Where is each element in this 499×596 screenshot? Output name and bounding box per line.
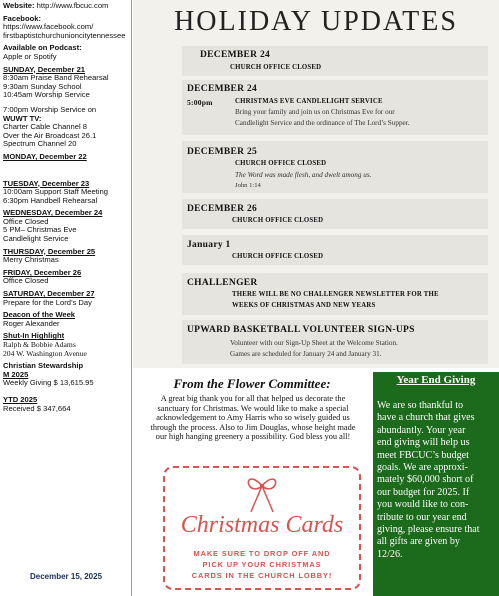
issue-date: December 15, 2025 (29, 572, 103, 581)
deacon-block (3, 311, 128, 328)
row-subtitle: CHURCH OFFICE CLOSED (230, 64, 322, 71)
holiday-row (182, 235, 488, 265)
flower-line: acknowledgement to Amy Harris who so wisely guided us (156, 413, 350, 423)
sunday-item: 7:00pm Worship Service on (3, 104, 97, 114)
bow-icon (244, 474, 280, 514)
facebook-link[interactable] (3, 23, 128, 40)
holiday-row (182, 273, 488, 315)
wuwt-item: Over the Air Broadcast 26.1 (3, 130, 97, 140)
row-subtitle: THERE WILL BE NO CHALLENGER NEWSLETTER FOR THE (232, 291, 439, 298)
row-date: DECEMBER 25 (187, 147, 258, 157)
row-subtitle: CHURCH OFFICE CLOSED (232, 253, 324, 260)
row-date: January 1 (187, 240, 231, 250)
facebook-url-line-2: firstbaptistchurchunioncitytennessee (3, 30, 126, 40)
giving-line: mately $60,000 short of (377, 474, 474, 486)
row-text: Volunteer with our Sign-Up Sheet at the Welcome Station. (230, 339, 398, 347)
tuesday-block (3, 180, 128, 206)
stewardship-block (3, 362, 128, 388)
shutin-block (3, 332, 128, 358)
monday-heading: MONDAY, December 22 (3, 151, 87, 161)
row-subtitle: CHURCH OFFICE CLOSED (232, 217, 324, 224)
flower-committee-panel (133, 372, 371, 596)
year-end-giving-panel (373, 372, 499, 596)
christmas-cards-title: Christmas Cards (180, 512, 344, 538)
holiday-row (182, 199, 488, 229)
cards-note-line: MAKE SURE TO DROP OFF AND (193, 549, 331, 558)
giving-line: all gifts are given by (377, 536, 460, 548)
thursday-block (3, 248, 128, 265)
flower-line: sanctuary for Christmas. We would like to make a special (157, 403, 349, 413)
flower-line: our high hanging greenery a possibility. God bless you all! (155, 432, 351, 442)
wuwt-item: Spectrum Channel 20 (3, 139, 77, 149)
monday-block (3, 153, 128, 162)
row-date: DECEMBER 26 (187, 204, 258, 214)
flower-message (139, 394, 367, 442)
giving-line: have a church that gives (377, 412, 475, 424)
thursday-item: Merry Christmas (3, 255, 59, 265)
wednesday-item: 5 PM– Christmas Eve (3, 225, 77, 235)
row-date: UPWARD BASKETBALL VOLUNTEER SIGN-UPS (187, 325, 415, 335)
holiday-row (182, 320, 488, 364)
thursday-heading: THURSDAY, December 25 (3, 246, 96, 256)
wuwt-item: Charter Cable Channel 8 (3, 122, 88, 132)
wednesday-item: Candlelight Service (3, 234, 69, 244)
giving-title: Year End Giving (396, 374, 476, 386)
stewardship-month: M 2025 (3, 369, 29, 379)
shutin-heading: Shut-In Highlight (3, 331, 65, 341)
shutin-name: Ralph & Bobbie Adams (3, 340, 76, 349)
sunday-item: 10:45am Worship Service (3, 90, 90, 100)
saturday-item: Prepare for the Lord’s Day (3, 297, 92, 307)
row-date: DECEMBER 24 (200, 50, 271, 60)
sunday-item: 8:30am Praise Band Rehearsal (3, 73, 109, 83)
giving-line: 12/26. (377, 548, 403, 560)
tuesday-heading: TUESDAY, December 23 (3, 178, 90, 188)
flower-title: From the Flower Committee: (173, 376, 331, 391)
holiday-updates-panel (133, 0, 499, 368)
flower-line: through the process. Also to Jim Douglas, whose height made (150, 422, 356, 432)
holiday-title: HOLIDAY UPDATES (174, 6, 458, 37)
facebook-block (3, 15, 128, 41)
sunday-block (3, 66, 128, 149)
giving-line: tribute to our year end (377, 511, 467, 523)
giving-line: you would like to con- (377, 499, 469, 511)
row-time: 5:00pm (187, 98, 213, 107)
stewardship-value: Weekly Giving $ 13,615.95 (3, 378, 94, 388)
wednesday-item: Office Closed (3, 216, 49, 226)
friday-heading: FRIDAY, December 26 (3, 267, 82, 277)
saturday-block (3, 290, 128, 307)
website-link[interactable]: http://www.fbcuc.com (36, 1, 109, 10)
giving-line: end giving will help us (377, 437, 470, 449)
cards-note-line: CARDS IN THE CHURCH LOBBY! (191, 571, 333, 580)
podcast-value: Apple or Spotify (3, 51, 57, 61)
row-date: DECEMBER 24 (187, 84, 258, 94)
deacon-heading: Deacon of the Week (3, 310, 76, 320)
holiday-row (182, 141, 488, 193)
tuesday-item: 6:30pm Handbell Rehearsal (3, 195, 98, 205)
ytd-block (3, 396, 128, 413)
row-text: The Word was made flesh, and dwelt among us. (235, 171, 372, 179)
saturday-heading: SATURDAY, December 27 (3, 289, 95, 299)
friday-block (3, 269, 128, 286)
website-block (3, 2, 128, 11)
giving-line: meet FBCUC’s budget (377, 449, 469, 461)
row-text: Bring your family and join us on Christmas Eve for our (235, 108, 395, 116)
row-text: Candlelight Service and the ordinance of The Lord’s Supper. (235, 119, 410, 127)
wednesday-block (3, 209, 128, 243)
cards-note-line: PICK UP YOUR CHRISTMAS (202, 560, 322, 569)
row-date: CHALLENGER (187, 278, 258, 288)
facebook-url-line-1: https://www.facebook.com/ (3, 22, 94, 32)
ytd-value: Received $ 347,664 (3, 403, 71, 413)
podcast-block (3, 44, 128, 61)
friday-item: Office Closed (3, 276, 49, 286)
christmas-cards-box (163, 466, 361, 590)
sunday-heading: SUNDAY, December 21 (3, 64, 86, 74)
christmas-cards-note (165, 548, 359, 581)
flower-line: A great big thank you for all that helped us decorate the (160, 394, 346, 403)
row-text: John 1:14 (235, 182, 261, 189)
website-label: Website: (3, 1, 35, 10)
shutin-address: 204 W. Washington Avenue (3, 348, 87, 358)
holiday-row (182, 80, 488, 135)
wuwt-label: WUWT TV: (3, 113, 42, 123)
giving-line: abundantly. Your year (377, 424, 466, 436)
sunday-item: 9:30am Sunday School (3, 81, 82, 91)
row-subtitle: WEEKS OF CHRISTMAS AND NEW YEARS (232, 302, 376, 309)
stewardship-heading: Christian Stewardship (3, 361, 84, 371)
giving-message (377, 400, 495, 561)
deacon-name: Roger Alexander (3, 318, 60, 328)
row-text: Games are scheduled for January 24 and January 31. (230, 350, 382, 358)
podcast-label: Available on Podcast: (3, 43, 82, 53)
row-subtitle: CHURCH OFFICE CLOSED (235, 160, 327, 167)
ytd-heading: YTD 2025 (3, 394, 38, 404)
facebook-label: Facebook: (3, 13, 41, 23)
holiday-row (182, 46, 488, 76)
giving-line: giving, please ensure that (377, 524, 480, 536)
giving-line: We are so thankful to (377, 400, 464, 411)
tuesday-item: 10:00am Support Staff Meeting (3, 187, 108, 197)
giving-line: our budget for 2025. If (377, 486, 470, 498)
sidebar (0, 0, 132, 596)
wednesday-heading: WEDNESDAY, December 24 (3, 208, 103, 218)
giving-line: goals. We are approxi- (377, 462, 468, 474)
row-subtitle: CHRISTMAS EVE CANDLELIGHT SERVICE (235, 98, 383, 105)
